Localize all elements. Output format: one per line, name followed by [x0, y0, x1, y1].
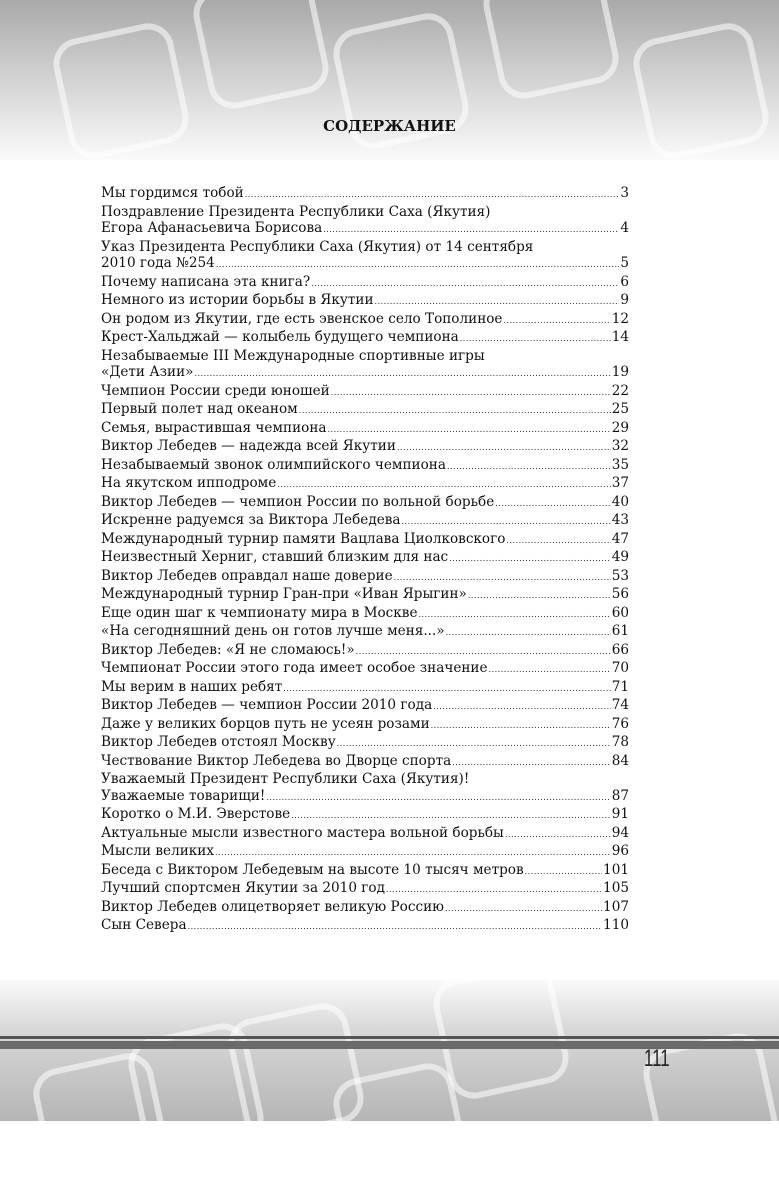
dot-leader: [188, 919, 602, 936]
dot-leader: [489, 662, 611, 679]
toc-entry-title: Почему написана эта книга?: [101, 273, 311, 290]
toc-entry-page: 74: [611, 697, 629, 713]
dot-leader: [506, 533, 610, 550]
dot-leader: [215, 845, 611, 862]
toc-entry-page: 60: [611, 604, 629, 621]
toc-entry-title: Мы гордимся тобой: [101, 185, 244, 201]
toc-entry-line: Уважаемый Президент Республики Саха (Якутия)!: [101, 771, 470, 787]
toc-entry[interactable]: [101, 185, 629, 204]
toc-entry[interactable]: [101, 329, 629, 348]
dot-leader: [397, 440, 611, 457]
toc-entry[interactable]: [101, 364, 629, 383]
dot-leader: [375, 294, 620, 311]
toc-entry-title: На якутском ипподроме: [101, 475, 277, 491]
toc-entry-title: Еще один шаг к чемпионату мира в Москве: [101, 604, 418, 621]
dot-leader: [505, 827, 611, 844]
dot-leader: [299, 403, 611, 420]
toc-entry-title: Виктор Лебедев — чемпион России 2010 года: [101, 697, 433, 713]
toc-entry[interactable]: [101, 642, 629, 661]
toc-entry-page: 3: [620, 185, 629, 201]
dot-leader: [331, 385, 611, 402]
toc-entry-page: 61: [611, 623, 629, 639]
toc-entry-page: 107: [603, 898, 629, 915]
toc-entry[interactable]: [101, 825, 629, 844]
toc-entry-title: «Дети Азии»: [101, 364, 194, 380]
page-title: СОДЕРЖАНИЕ: [323, 117, 456, 135]
toc-entry-page: 37: [611, 475, 629, 491]
toc-entry-title: 2010 года №254: [101, 255, 215, 271]
dot-leader: [402, 514, 611, 531]
toc-entry-page: 29: [611, 419, 629, 436]
toc-entry-title: Виктор Лебедев — надежда всей Якутии: [101, 438, 396, 454]
toc-entry-title: Незабываемый звонок олимпийского чемпиона: [101, 456, 446, 473]
toc-entry[interactable]: [101, 697, 629, 716]
toc-entry-page: 78: [611, 734, 629, 750]
dot-leader: [327, 422, 610, 439]
toc-entry-page: 6: [620, 273, 629, 290]
dot-leader: [503, 313, 610, 330]
toc-entry-title: Крест-Хальджай — колыбель будущего чемпиона: [101, 329, 459, 345]
toc-entry-page: 47: [611, 530, 629, 547]
dot-leader: [431, 718, 611, 735]
dot-leader: [525, 864, 602, 881]
toc-entry-page: 35: [611, 456, 629, 473]
dot-leader: [449, 551, 611, 568]
toc-entry-title: Сын Севера: [101, 917, 187, 933]
wrestling-pictogram-icon: [49, 19, 194, 164]
toc-entry-line: Незабываемые III Международные спортивные игры: [101, 347, 485, 364]
wrestling-pictogram-icon: [479, 0, 624, 103]
toc-entry-page: 22: [611, 382, 629, 399]
toc-entry-title: Беседа с Виктором Лебедевым на высоте 10 тысяч метров: [101, 861, 524, 878]
toc-entry-page: 49: [611, 549, 629, 565]
toc-entry-title: Международный турнир Гран-при «Иван Ярыгин»: [101, 586, 467, 602]
dot-leader: [194, 366, 610, 383]
toc-entry[interactable]: [101, 788, 629, 807]
dot-leader: [433, 699, 611, 716]
toc-entry[interactable]: [101, 438, 629, 457]
toc-entry[interactable]: [101, 255, 629, 274]
toc-entry-page: 32: [611, 438, 629, 454]
toc-entry-title: Чествование Виктор Лебедева во Дворце спорта: [101, 752, 452, 769]
toc-entry[interactable]: [101, 899, 629, 918]
toc-entry-title: Он родом из Якутии, где есть эвенское село Тополиное: [101, 310, 503, 327]
dot-leader: [337, 736, 611, 753]
toc-entry-page: 94: [611, 824, 629, 841]
toc-entry-page: 66: [611, 641, 629, 658]
toc-entry-title: Егора Афанасьевича Борисова: [101, 220, 323, 236]
toc-entry[interactable]: [101, 917, 629, 936]
toc-entry[interactable]: [101, 862, 629, 881]
toc-entry-title: Лучший спортсмен Якутии за 2010 год: [101, 880, 385, 896]
toc-entry-title: Искренне радуемся за Виктора Лебедева: [101, 512, 401, 528]
wrestling-pictogram-icon: [189, 0, 334, 113]
toc-entry[interactable]: [101, 420, 629, 439]
dot-leader: [468, 588, 611, 605]
toc-entry-title: Уважаемые товарищи!: [101, 787, 266, 804]
toc-entry-title: Чемпион России среди юношей: [101, 382, 330, 399]
toc-entry[interactable]: [101, 274, 629, 293]
toc-entry-page: 4: [620, 220, 629, 236]
dot-leader: [216, 257, 620, 274]
toc-entry-title: Семья, вырастившая чемпиона: [101, 419, 327, 436]
toc-entry-page: 25: [611, 401, 629, 417]
toc-entry-page: 56: [611, 586, 629, 602]
toc-entry[interactable]: [101, 311, 629, 330]
dot-leader: [386, 882, 602, 899]
toc-entry-title: Даже у великих борцов путь не усеян розами: [101, 715, 430, 732]
toc-entry[interactable]: [101, 475, 629, 494]
toc-entry[interactable]: [101, 292, 629, 311]
dot-leader: [445, 901, 602, 918]
dot-leader: [283, 681, 610, 698]
toc-entry[interactable]: [101, 679, 629, 698]
toc-entry-title: «На сегодняшний день он готов лучше меня...»: [101, 623, 445, 639]
dot-leader: [245, 187, 620, 204]
toc-entry[interactable]: [101, 401, 629, 420]
dot-leader: [446, 625, 611, 642]
toc-entry[interactable]: [101, 806, 629, 825]
toc-entry-title: Чемпионат России этого года имеет особое значение: [101, 660, 488, 676]
toc-entry-page: 12: [611, 310, 629, 327]
toc-entry[interactable]: [101, 880, 629, 899]
toc-entry-title: Международный турнир памяти Вацлава Циолковского: [101, 530, 506, 547]
toc-entry-page: 91: [611, 806, 629, 822]
toc-entry-page: 43: [611, 512, 629, 528]
toc-entry-line: Поздравление Президента Республики Саха (Якутия): [101, 203, 491, 220]
toc-entry-page: 19: [611, 364, 629, 380]
wrestling-pictogram-icon: [429, 959, 574, 1104]
toc-entry[interactable]: [101, 531, 629, 550]
dot-leader: [394, 570, 611, 587]
dot-leader: [311, 276, 619, 293]
toc-entry[interactable]: [101, 753, 629, 772]
toc-entry-title: Виктор Лебедев отстоял Москву: [101, 734, 336, 750]
toc-entry-title: Немного из истории борьбы в Якутии: [101, 292, 374, 308]
toc-entry-title: Виктор Лебедев олицетворяет великую Россию: [101, 898, 444, 915]
dot-leader: [291, 808, 611, 825]
toc-entry-title: Виктор Лебедев оправдал наше доверие: [101, 567, 393, 584]
dot-leader: [495, 496, 610, 513]
toc-entry[interactable]: [101, 512, 629, 531]
toc-entry-page: 70: [611, 660, 629, 676]
dot-leader: [356, 644, 611, 661]
toc-entry[interactable]: [101, 623, 629, 642]
toc-entry-page: 9: [620, 292, 629, 308]
toc-entry[interactable]: [101, 586, 629, 605]
toc-entry-title: Мы верим в наших ребят: [101, 678, 283, 695]
toc-entry-title: Неизвестный Херниг, ставший близким для нас: [101, 549, 449, 565]
toc-entry[interactable]: [101, 660, 629, 679]
toc-entry[interactable]: [101, 383, 629, 402]
toc-entry[interactable]: [101, 457, 629, 476]
toc-entry-page: 40: [611, 493, 629, 510]
dot-leader: [266, 790, 610, 807]
dot-leader: [460, 331, 611, 348]
dot-leader: [277, 477, 610, 494]
decorative-header-pattern: [0, 0, 779, 160]
toc-entry[interactable]: [101, 549, 629, 568]
toc-entry-page: 87: [611, 787, 629, 804]
toc-entry-page: 105: [603, 880, 629, 896]
toc-entry-page: 76: [611, 715, 629, 732]
toc-entry-title: Коротко о М.И. Эверстове: [101, 806, 291, 822]
wrestling-pictogram-icon: [629, 19, 774, 164]
toc-entry[interactable]: [101, 220, 629, 239]
dot-leader: [323, 222, 619, 239]
toc-entry-page: 71: [611, 678, 629, 695]
toc-entry[interactable]: [101, 843, 629, 862]
toc-entry-page: 5: [620, 255, 629, 271]
dot-leader: [447, 459, 611, 476]
toc-entry[interactable]: [101, 605, 629, 624]
footer-rule: [0, 1036, 779, 1039]
toc-entry[interactable]: [101, 716, 629, 735]
toc-entry[interactable]: [101, 494, 629, 513]
toc-entry-title: Мысли великих: [101, 843, 214, 859]
dot-leader: [452, 755, 610, 772]
toc-entry-title: Виктор Лебедев — чемпион России по вольной борьбе: [101, 493, 495, 510]
toc-entry-page: 110: [603, 917, 629, 933]
toc-entry-page: 14: [611, 329, 629, 345]
page-number: 111: [644, 1045, 670, 1072]
toc-entry-page: 96: [611, 843, 629, 859]
toc-entry-page: 53: [611, 567, 629, 584]
toc-entry[interactable]: [101, 568, 629, 587]
toc-entry-title: Виктор Лебедев: «Я не сломаюсь!»: [101, 641, 355, 658]
dot-leader: [419, 607, 611, 624]
toc-entry-page: 84: [611, 752, 629, 769]
toc-entry-page: 101: [603, 861, 629, 878]
toc-entry-line: Указ Президента Республики Саха (Якутия) от 14 сентября: [101, 238, 534, 255]
toc-entry[interactable]: [101, 734, 629, 753]
table-of-contents: [101, 185, 629, 936]
toc-entry-title: Актуальные мысли известного мастера вольной борьбы: [101, 824, 504, 841]
toc-entry-title: Первый полет над океаном: [101, 401, 298, 417]
